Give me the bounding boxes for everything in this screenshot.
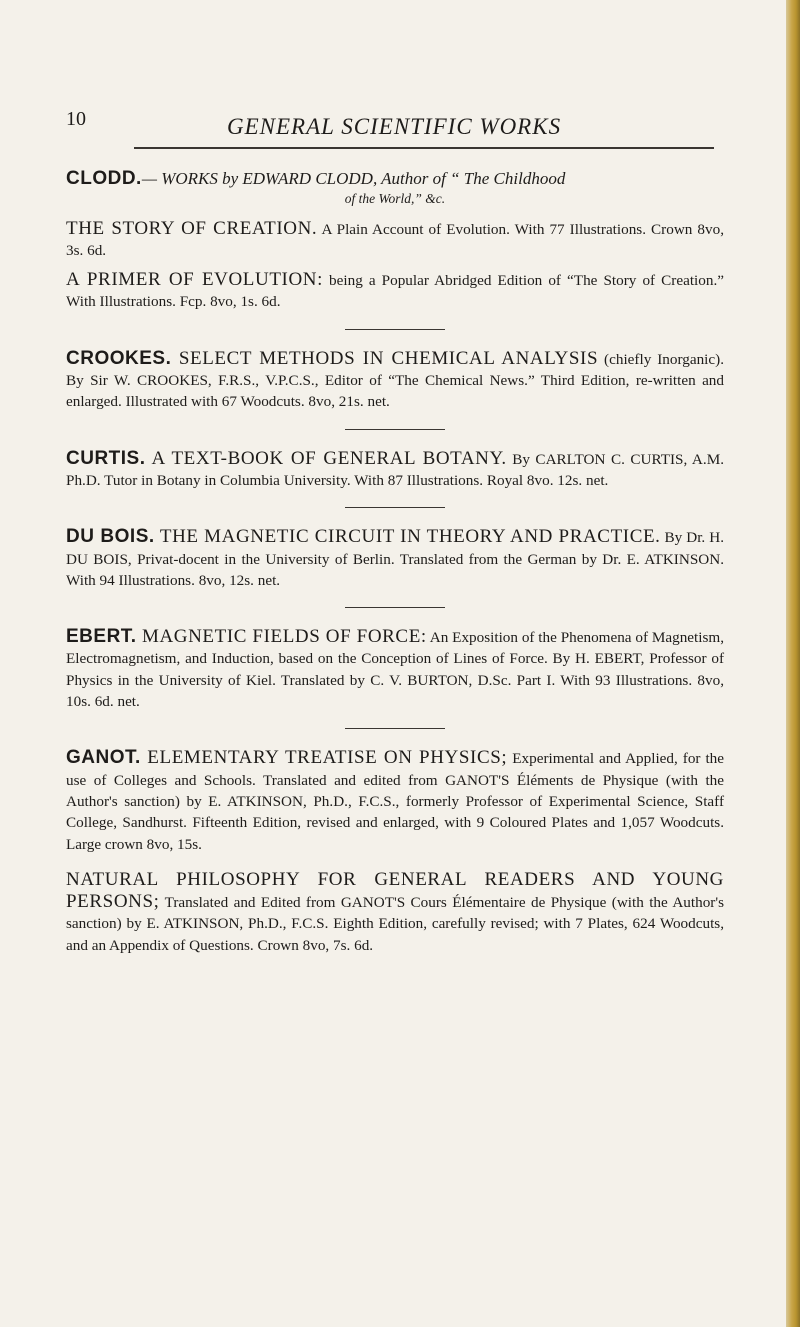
catalogue-content: [66, 168, 724, 956]
book-title: MAGNETIC FIELDS OF FORCE:: [136, 626, 427, 648]
book-title: NATURAL PHILOSOPHY FOR GENERAL READERS AND YOUNG PERSONS;: [66, 868, 724, 913]
book-story-of-creation: [66, 218, 724, 262]
book-title: THE STORY OF CREATION.: [66, 217, 318, 239]
book-description: being a Popular Abridged Edition of “The Story of Creation.” With Illustrations. Fcp. 8vo, 1s. 6d.: [66, 272, 724, 311]
entry-crookes: [66, 348, 724, 413]
book-description: Experimental and Applied, for the use of Colleges and Schools. Translated and edited from GANOT'S Éléments de Physique (with the Author's sanction) by E. ATKINSON, Ph.D., F.C.S., formerly Professor of Experimental Science, Staff College, Sandhurst. Fifteenth Edition, revised and enlarged, with 9 Coloured Plates and 1,057 Woodcuts. Large crown 8vo, 15s.: [66, 750, 725, 853]
entry-curtis: [66, 448, 724, 492]
book-description: By Dr. H. DU BOIS, Privat-docent in the University of Berlin. Translated from the German by Dr. E. ATKINSON. With 94 Illustrations. 8vo, 12s. net.: [66, 529, 724, 589]
author-heading: CURTIS.: [66, 447, 146, 469]
author-heading: CLODD.: [66, 168, 142, 189]
book-description: (chiefly Inorganic). By Sir W. CROOKES, F.R.S., V.P.C.S., Editor of “The Chemical News.” Third Edition, re-written and enlarged. Illustrated with 67 Woodcuts. 8vo, 21s. net.: [66, 350, 724, 411]
page-number: 10: [66, 108, 86, 130]
separator-rule: [345, 329, 445, 330]
book-natural-philosophy: [66, 869, 724, 956]
book-title: SELECT METHODS IN CHEMICAL ANALYSIS: [171, 347, 599, 369]
header-rule: [134, 147, 714, 149]
running-head: GENERAL SCIENTIFIC WORKS: [227, 114, 562, 139]
book-description: An Exposition of the Phenomena of Magnetism, Electromagnetism, and Induction, based on the Conception of Lines of Force. By H. EBERT, Professor of Physics in the University of Kiel. Translated by C. V. BURTON, D.Sc. Part I. With 93 Illustrations. 8vo, 10s. 6d. net.: [66, 629, 724, 711]
author-heading: DU BOIS.: [66, 526, 155, 548]
book-title: ELEMENTARY TREATISE ON PHYSICS;: [140, 747, 508, 769]
author-heading: GANOT.: [66, 747, 141, 769]
author-heading: CROOKES.: [66, 347, 172, 369]
book-spine-edge: [786, 0, 800, 1327]
entry-clodd: [66, 168, 724, 190]
entry-du-bois: [66, 526, 724, 591]
book-title: A PRIMER OF EVOLUTION:: [66, 269, 323, 291]
separator-rule: [345, 607, 445, 608]
entry-ganot: [66, 747, 724, 854]
entry-ebert: [66, 626, 724, 712]
author-heading: EBERT.: [66, 626, 137, 648]
book-title: A TEXT-BOOK OF GENERAL BOTANY.: [145, 447, 507, 469]
book-primer-of-evolution: [66, 269, 724, 313]
book-title: THE MAGNETIC CIRCUIT IN THEORY AND PRACTICE.: [154, 526, 661, 548]
separator-rule: [345, 507, 445, 508]
separator-rule: [345, 429, 445, 430]
author-works-line-cont: of the World,” &c.: [344, 191, 446, 207]
book-description: By CARLTON C. CURTIS, A.M. Ph.D. Tutor in Botany in Columbia University. With 87 Illustrations. Royal 8vo. 12s. net.: [66, 450, 724, 489]
book-description: Translated and Edited from GANOT'S Cours Élémentaire de Physique (with the Author's sanction) by E. ATKINSON, Ph.D., F.C.S. Eighth Edition, carefully revised; with 7 Plates, 624 Woodcuts, and an Appendix of Questions. Crown 8vo, 7s. 6d.: [66, 894, 724, 954]
author-works-line: — WORKS by EDWARD CLODD, Author of “ The Childhood: [141, 169, 566, 188]
book-description: A Plain Account of Evolution. With 77 Illustrations. Crown 8vo, 3s. 6d.: [66, 220, 724, 259]
separator-rule: [345, 728, 445, 729]
